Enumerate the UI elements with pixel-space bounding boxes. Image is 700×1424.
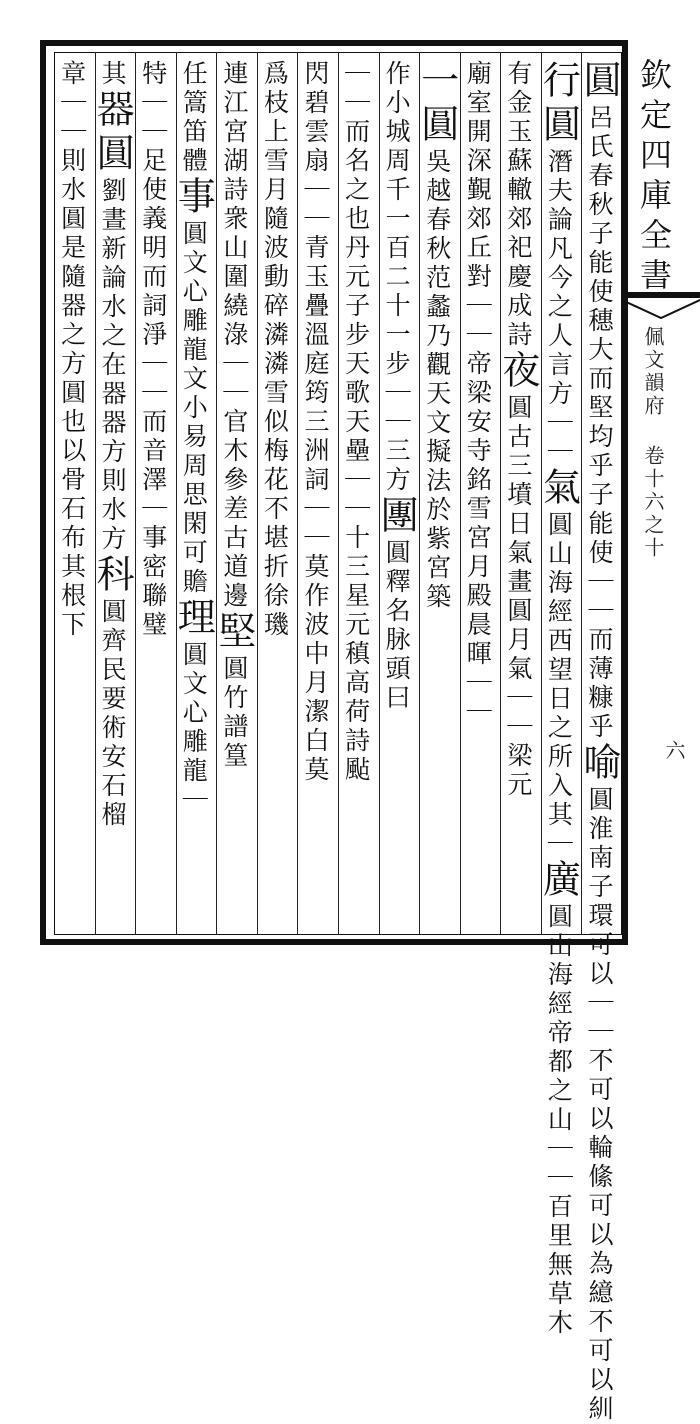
body-text: 帝梁安寺銘雪宮月殿晨暉｜｜: [463, 350, 493, 727]
body-text: 圓文心雕龍文小易周思閑可贍: [179, 220, 209, 597]
headword: 夜: [495, 350, 540, 394]
text-column: [171, 60, 216, 815]
text-column: [58, 60, 91, 640]
body-text: 圓齊民要術安石榴: [98, 598, 128, 830]
text-column: [374, 60, 419, 713]
column-rule: [176, 52, 177, 935]
column-rule: [541, 52, 542, 935]
body-text: ｜｜百里無草木: [544, 1135, 574, 1338]
headword: 廣: [536, 859, 581, 903]
headword: 科: [90, 554, 135, 598]
text-column: [576, 60, 621, 1424]
body-text: ｜事密聯璧: [138, 495, 168, 640]
headword: 團: [374, 495, 419, 539]
body-text: 圓山海經帝都之山: [544, 903, 574, 1135]
headword: 氣: [536, 467, 581, 511]
body-text: ｜｜而名之也丹元子步天歌天壘｜｜十三星元稹高荷詩颭: [341, 60, 371, 785]
text-column: [301, 60, 334, 785]
body-text: 其: [98, 60, 128, 89]
column-rule: [257, 52, 258, 935]
body-text: 爲枝上雪月隨波動碎潾潾雪似梅花不堪折徐璣: [260, 60, 290, 640]
body-text: 圓釋名脉頭曰: [382, 539, 412, 713]
text-column: [90, 60, 135, 830]
body-text: 呂氏春秋子能使穗大而堅: [584, 104, 614, 423]
body-text: 潛夫論凡今之: [544, 148, 574, 322]
text-column: [464, 60, 497, 727]
column-rule: [338, 52, 339, 935]
column-rule: [419, 52, 420, 935]
body-text: 以骨石布其根下: [57, 437, 87, 640]
body-text: 吳越春秋范蠡乃觀天文擬法於紫宮築: [422, 148, 452, 612]
headword: 堅: [211, 611, 256, 655]
headword: 器: [90, 89, 135, 133]
body-text: 人言方｜｜: [544, 322, 574, 467]
section-title: 佩文韻府 卷十六之十: [641, 326, 665, 560]
headword: 圓: [414, 104, 459, 148]
text-column: [414, 60, 459, 612]
headword: 圓: [90, 133, 135, 177]
body-text: 足使義明而詞淨｜｜而音澤: [138, 147, 168, 495]
text-column: [139, 60, 172, 640]
column-rule: [500, 52, 501, 935]
text-column: [211, 60, 256, 771]
body-text: 作小城周千一百二十一步｜｜三方: [382, 60, 412, 495]
body-text: 閃碧雲扇｜｜青玉疊溫庭筠三洲詞｜｜莫作波中月潔白莫: [300, 60, 330, 785]
body-text: 廟室開深覲郊丘對｜｜: [463, 60, 493, 350]
body-text: 之所入其｜: [544, 714, 574, 859]
page-number: 六: [662, 740, 686, 760]
headword: 一: [414, 60, 459, 104]
body-text: 圓淮南子環可以｜｜不可以: [584, 786, 614, 1134]
body-text: 任篙笛體: [179, 60, 209, 176]
column-rule: [581, 52, 582, 935]
body-text: 圓山海經西望日: [544, 511, 574, 714]
headword: 圓: [536, 104, 581, 148]
body-text: 章｜｜則水圓是隨器之方圓也: [57, 60, 87, 437]
column-rule: [216, 52, 217, 935]
book-title: 欽定四庫全書: [635, 58, 673, 298]
text-column: [495, 60, 540, 800]
body-text: 均乎子能使｜｜而薄糠乎: [584, 423, 614, 742]
headword: 行: [536, 60, 581, 104]
text-column: [342, 60, 375, 785]
headword: 喻: [576, 742, 621, 786]
fishtail-icon: [622, 298, 700, 322]
column-rule: [135, 52, 136, 935]
column-rule: [297, 52, 298, 935]
headword: 圓: [576, 60, 621, 104]
body-text: 特｜｜: [138, 60, 168, 147]
body-text: 有金玉蘇轍郊祀慶成詩: [503, 60, 533, 350]
body-text: 劉晝新論水之在器器方則水方: [98, 177, 128, 554]
body-text: 連江宮湖詩衆山圍繞淥｜｜官木參差古道邊: [219, 60, 249, 611]
body-text: 圓文心雕龍｜: [179, 641, 209, 815]
body-text: 輪絛可以為繶不可以紃: [584, 1134, 614, 1424]
column-rule: [460, 52, 461, 935]
headword: 事: [171, 176, 216, 220]
column-rule: [379, 52, 380, 935]
headword: 理: [171, 597, 216, 641]
text-column: [536, 60, 581, 1338]
body-text: 圓竹譜篁: [219, 655, 249, 771]
body-text: 圓古三墳日氣畫圓月氣｜｜梁元: [503, 394, 533, 800]
column-rule: [95, 52, 96, 935]
text-column: [261, 60, 294, 640]
